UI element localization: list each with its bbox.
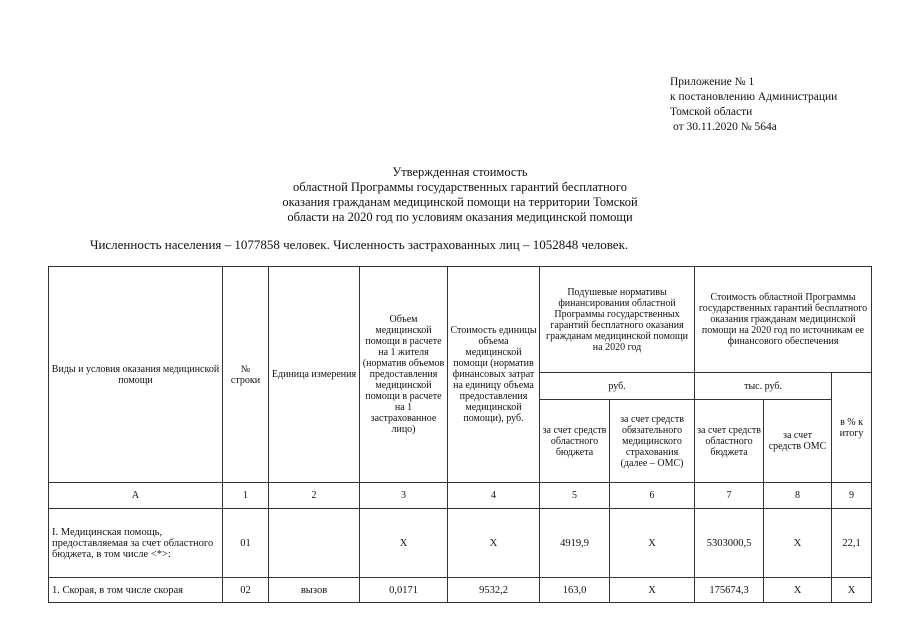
row-volume: X	[360, 509, 448, 578]
row-percent: X	[832, 578, 872, 603]
row-label: 1. Скорая, в том числе скорая	[49, 578, 223, 603]
table-row	[49, 578, 872, 603]
row-volume: 0,0171	[360, 578, 448, 603]
row-number: 02	[223, 578, 269, 603]
row-unit	[269, 509, 360, 578]
header-kinds: Виды и условия оказания медицинской помощи	[49, 267, 223, 483]
row-number: 01	[223, 509, 269, 578]
row-label: I. Медицинская помощь, предоставляемая за счет областного бюджета, в том числе <*>:	[49, 509, 223, 578]
row-unit: вызов	[269, 578, 360, 603]
header-cost: Стоимость единицы объема медицинской помощи (норматив финансовых затрат на единицу объема предоставления медицинской помощи), руб.	[448, 267, 540, 483]
column-number: 4	[448, 483, 540, 509]
column-number: 3	[360, 483, 448, 509]
row-total-budget: 5303000,5	[695, 509, 764, 578]
header-unit: Единица измерения	[269, 267, 360, 483]
appendix-line: от 30.11.2020 № 564а	[673, 121, 777, 133]
header-per-capita: Подушевые нормативы финансирования областной Программы государственных гарантий бесплатного оказания гражданам медицинской помощи на 2020 год	[540, 267, 695, 373]
appendix-block	[670, 75, 837, 135]
header-program-cost: Стоимость областной Программы государственных гарантий бесплатного оказания гражданам медицинской помощи на 2020 год по источникам ее финансового обеспечения	[695, 267, 872, 373]
header-oms-funds: за счет средств обязательного медицинского страхования (далее – ОМС)	[610, 400, 695, 483]
title-line: оказания гражданам медицинской помощи на территории Томской	[282, 195, 638, 209]
row-cost: 9532,2	[448, 578, 540, 603]
row-per-capita-budget: 163,0	[540, 578, 610, 603]
column-number-row	[49, 483, 872, 509]
population-line: Численность населения – 1077858 человек. Численность застрахованных лиц – 1052848 человек.	[90, 237, 629, 252]
header-volume: Объем медицинской помощи в расчете на 1 жителя (норматив объемов предоставления медицинской помощи в расчете на 1 застрахованное лицо)	[360, 267, 448, 483]
appendix-line: Томской области	[670, 106, 753, 118]
header-regional-budget: за счет средств областного бюджета	[540, 400, 610, 483]
column-number: 5	[540, 483, 610, 509]
header-thous-rub: тыс. руб.	[695, 373, 832, 400]
row-total-oms: X	[764, 578, 832, 603]
row-total-oms: X	[764, 509, 832, 578]
header-rub: руб.	[540, 373, 695, 400]
row-total-budget: 175674,3	[695, 578, 764, 603]
title-line: областной Программы государственных гарантий бесплатного	[293, 180, 627, 194]
row-per-capita-oms: X	[610, 509, 695, 578]
document-title	[0, 165, 905, 225]
appendix-line: к постановлению Администрации	[670, 91, 838, 103]
title-line: Утвержденная стоимость	[392, 165, 528, 179]
header-oms-2: за счет средств ОМС	[764, 400, 832, 483]
cost-table	[48, 266, 872, 603]
row-cost: X	[448, 509, 540, 578]
row-percent: 22,1	[832, 509, 872, 578]
column-number: 8	[764, 483, 832, 509]
column-number: 1	[223, 483, 269, 509]
column-number: 9	[832, 483, 872, 509]
header-row	[49, 267, 872, 373]
table-row	[49, 509, 872, 578]
header-regional-budget-2: за счет средств областного бюджета	[695, 400, 764, 483]
title-line: области на 2020 год по условиям оказания медицинской помощи	[287, 210, 633, 224]
column-number: 2	[269, 483, 360, 509]
header-percent-total: в % к итогу	[832, 373, 872, 483]
column-number: А	[49, 483, 223, 509]
column-number: 6	[610, 483, 695, 509]
row-per-capita-oms: X	[610, 578, 695, 603]
column-number: 7	[695, 483, 764, 509]
appendix-line: Приложение № 1	[670, 76, 755, 88]
header-row-no: № строки	[223, 267, 269, 483]
row-per-capita-budget: 4919,9	[540, 509, 610, 578]
